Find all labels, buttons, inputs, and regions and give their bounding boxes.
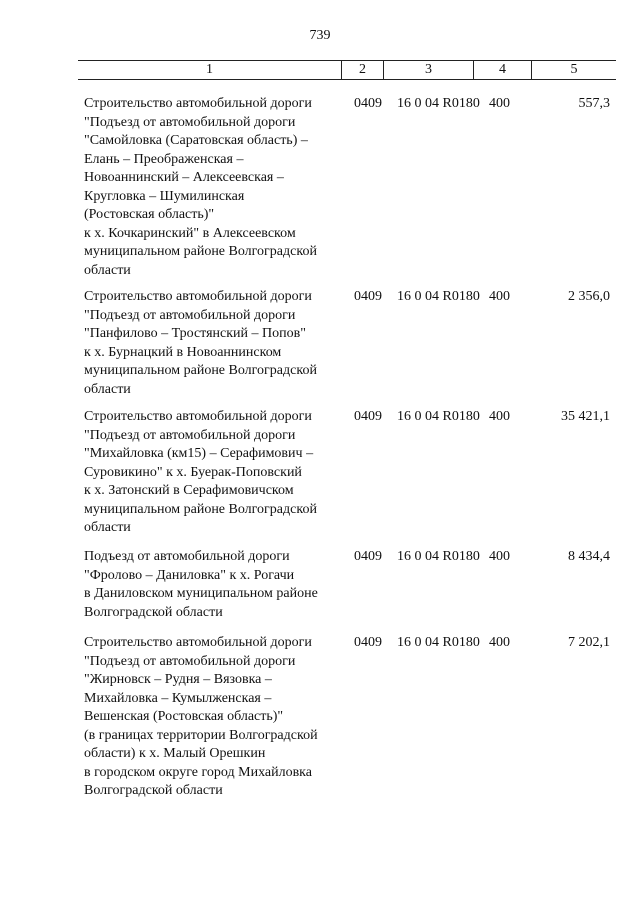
row-description — [84, 95, 342, 280]
description-line: "Фролово – Даниловка" к х. Рогачи — [84, 567, 295, 583]
amount: 7 202,1 — [568, 635, 610, 650]
description-line: "Панфилово – Тростянский – Попов" — [84, 326, 306, 341]
target-code: 16 0 04 R0180 — [397, 96, 480, 111]
amount: 2 356,0 — [568, 289, 610, 304]
row-description — [84, 408, 342, 538]
description-line: "Подъезд от автомобильной дороги — [84, 427, 296, 443]
row-description — [84, 288, 342, 399]
description-line: муниципальном районе Волгоградской — [84, 501, 317, 517]
description-line: области) к х. Малый Орешкин — [84, 746, 266, 761]
target-code: 16 0 04 R0180 — [397, 549, 480, 564]
description-line: "Жирновск – Рудня – Вязовка – — [84, 672, 272, 687]
description-line: муниципальном районе Волгоградской — [84, 363, 317, 378]
description-line: Строительство автомобильной дороги — [84, 635, 312, 650]
description-line: "Подъезд от автомобильной дороги — [84, 307, 296, 323]
description-line: к х. Бурнацкий в Новоаннинском — [84, 344, 282, 360]
column-header-4: 4 — [473, 61, 531, 79]
target-code: 16 0 04 R0180 — [397, 289, 480, 304]
column-header-1: 1 — [206, 62, 213, 77]
expense-type-code: 400 — [489, 289, 510, 304]
description-line: муниципальном районе Волгоградской — [84, 244, 317, 259]
description-line: "Подъезд от автомобильной дороги — [84, 114, 296, 130]
description-line: Строительство автомобильной дороги — [84, 96, 312, 111]
description-line: Кругловка – Шумилинская — [84, 188, 245, 204]
expense-type-code: 400 — [489, 635, 510, 650]
description-line: Новоаннинский – Алексеевская – — [84, 170, 284, 185]
section-code: 0409 — [354, 635, 382, 650]
description-line: "Михайловка (км15) – Серафимович – — [84, 446, 314, 461]
table-header — [78, 60, 616, 80]
description-line: к х. Затонский в Серафимовичском — [84, 483, 294, 498]
page-number: 739 — [309, 28, 331, 43]
column-header-5: 5 — [531, 61, 616, 79]
expense-type-code: 400 — [489, 549, 510, 564]
target-code: 16 0 04 R0180 — [397, 409, 480, 424]
target-code: 16 0 04 R0180 — [397, 635, 480, 650]
section-code: 0409 — [354, 409, 382, 424]
amount: 8 434,4 — [568, 549, 610, 564]
description-line: "Самойловка (Саратовская область) – — [84, 133, 308, 148]
description-line: Суровикино" к х. Буерак-Поповский — [84, 464, 302, 480]
amount: 35 421,1 — [561, 409, 610, 424]
expense-type-code: 400 — [489, 96, 510, 111]
description-line: (в границах территории Волгоградской — [84, 727, 318, 743]
row-description — [84, 548, 342, 622]
section-code: 0409 — [354, 96, 382, 111]
description-line: области — [84, 262, 131, 278]
description-line: Волгоградской области — [84, 783, 223, 798]
section-code: 0409 — [354, 549, 382, 564]
description-line: в городском округе город Михайловка — [84, 764, 312, 780]
description-line: Волгоградской области — [84, 604, 223, 620]
description-line: Подъезд от автомобильной дороги — [84, 549, 290, 564]
section-code: 0409 — [354, 289, 382, 304]
row-description — [84, 634, 342, 801]
amount: 557,3 — [578, 96, 610, 111]
description-line: Елань – Преображенская – — [84, 151, 244, 167]
description-line: в Даниловском муниципальном районе — [84, 586, 318, 601]
description-line: области — [84, 381, 131, 397]
column-header-2: 2 — [341, 61, 383, 79]
description-line: Строительство автомобильной дороги — [84, 289, 312, 304]
description-line: области — [84, 520, 131, 535]
description-line: Вешенская (Ростовская область)" — [84, 709, 284, 724]
description-line: к х. Кочкаринский" в Алексеевском — [84, 225, 296, 241]
description-line: "Подъезд от автомобильной дороги — [84, 653, 296, 669]
description-line: Михайловка – Кумылженская – — [84, 690, 272, 706]
column-header-3: 3 — [383, 61, 473, 79]
description-line: Строительство автомобильной дороги — [84, 409, 312, 424]
expense-type-code: 400 — [489, 409, 510, 424]
description-line: (Ростовская область)" — [84, 207, 215, 222]
